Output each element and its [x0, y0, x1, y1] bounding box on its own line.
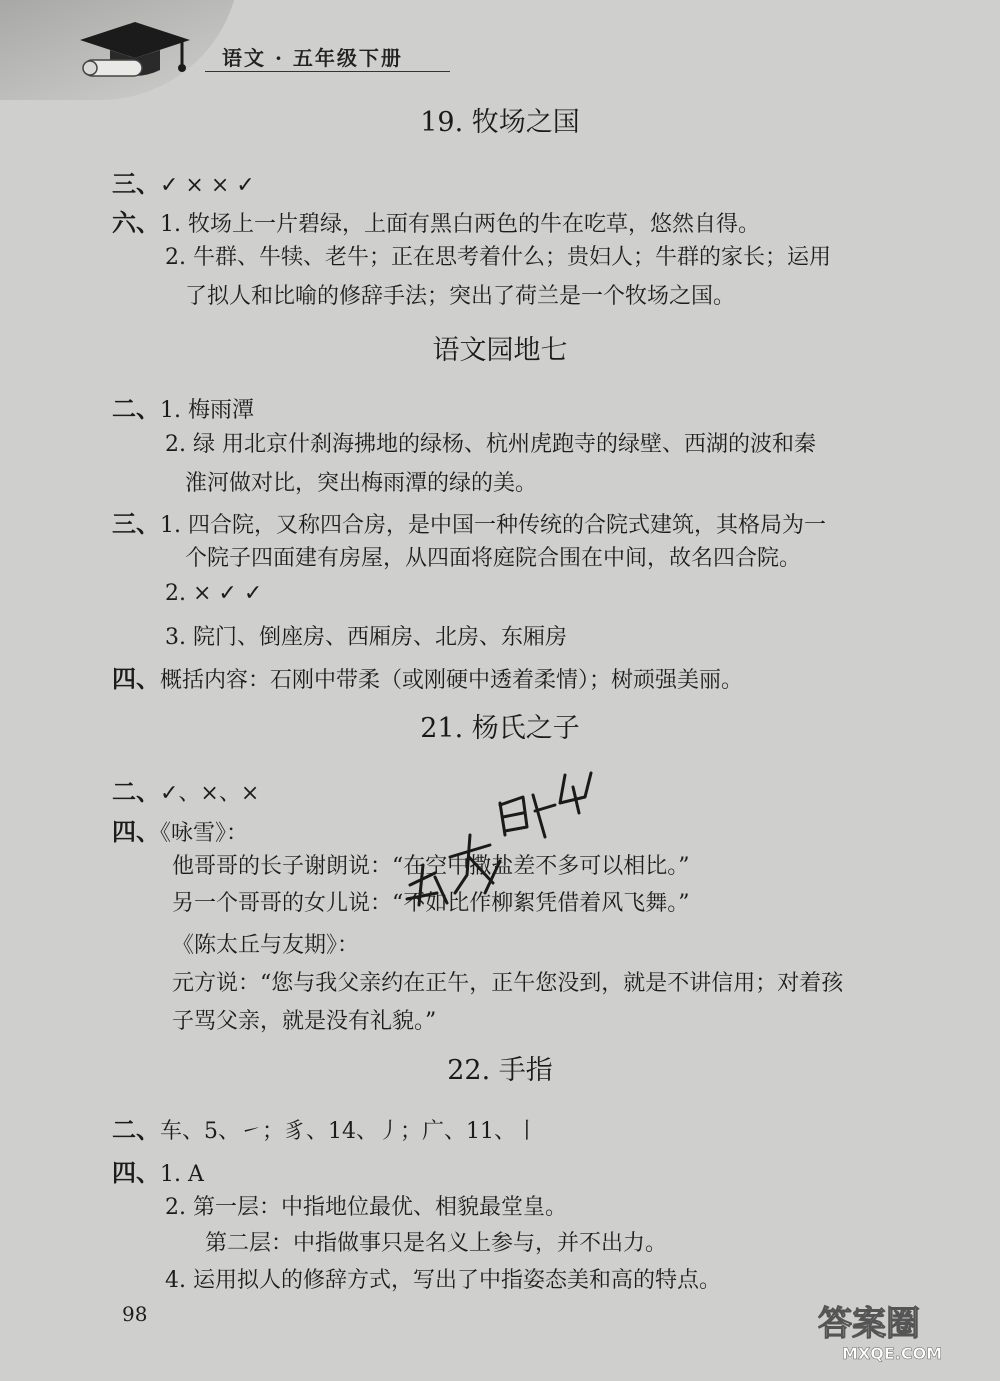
- page-number: 98: [122, 1302, 148, 1326]
- answer-line: 六、1. 牧场上一片碧绿，上面有黑白两色的牛在吃草，悠然自得。: [112, 208, 760, 237]
- answer-line: 第二层：中指做事只是名义上参与，并不出力。: [205, 1231, 668, 1256]
- header-title: 语文 · 五年级下册: [222, 46, 403, 70]
- answer-line: 2. 牛群、牛犊、老牛；正在思考着什么；贵妇人；牛群的家长；运用: [165, 245, 831, 270]
- answer-line: 4. 运用拟人的修辞方式，写出了中指姿态美和高的特点。: [165, 1268, 721, 1293]
- answer-line: 四、《咏雪》：: [112, 817, 249, 846]
- header-rule: [205, 71, 450, 72]
- section-title: 22. 手指: [447, 1055, 553, 1086]
- answer-line: 子骂父亲，就是没有礼貌。”: [172, 1009, 437, 1034]
- handwritten-scribble: [395, 765, 615, 910]
- section-title: 19. 牧场之国: [420, 107, 580, 138]
- answer-line: 元方说：“您与我父亲约在正午，正午您没到，就是不讲信用；对着孩: [172, 971, 844, 996]
- answer-line: 2. 第一层：中指地位最优、相貌最堂皇。: [165, 1195, 567, 1220]
- answer-line: 另一个哥哥的女儿说：“不如比作柳絮凭借着风飞舞。”: [172, 891, 690, 916]
- answer-line: 四、概括内容：石刚中带柔（或刚硬中透着柔情）；树顽强美丽。: [112, 664, 744, 693]
- svg-text:MXQE.COM: MXQE.COM: [842, 1344, 943, 1363]
- section-title: 语文园地七: [432, 335, 568, 366]
- section-title: 21. 杨氏之子: [420, 713, 580, 744]
- answer-line: 2. × ✓ ✓: [165, 581, 263, 606]
- answer-line: 淮河做对比，突出梅雨潭的绿的美。: [185, 471, 538, 496]
- answer-line: 二、1. 梅雨潭: [112, 394, 254, 423]
- answer-line: 2. 绿 用北京什刹海拂地的绿杨、杭州虎跑寺的绿壁、西湖的波和秦: [165, 432, 816, 457]
- answer-line: 三、1. 四合院，又称四合房，是中国一种传统的合院式建筑，其格局为一: [112, 509, 826, 538]
- answer-line: 二、车、5、㇀；豸、14、丿；广、11、丨: [112, 1115, 538, 1144]
- answer-line: 二、✓、×、×: [112, 777, 260, 806]
- answer-line: 个院子四面建有房屋，从四面将庭院合围在中间，故名四合院。: [185, 546, 802, 571]
- watermark-logo: [812, 1297, 982, 1367]
- svg-text:答案圈: 答案圈: [818, 1304, 920, 1344]
- answer-line: 他哥哥的长子谢朗说：“在空中撒盐差不多可以相比。”: [172, 854, 690, 879]
- answer-line: 三、✓ × × ✓: [112, 169, 255, 198]
- answer-line: 《陈太丘与友期》：: [172, 933, 360, 958]
- answer-line: 了拟人和比喻的修辞手法；突出了荷兰是一个牧场之国。: [185, 284, 736, 309]
- answer-line: 四、1. A: [112, 1158, 204, 1187]
- answer-line: 3. 院门、倒座房、西厢房、北房、东厢房: [165, 625, 567, 650]
- graduation-cap-icon: [70, 18, 200, 88]
